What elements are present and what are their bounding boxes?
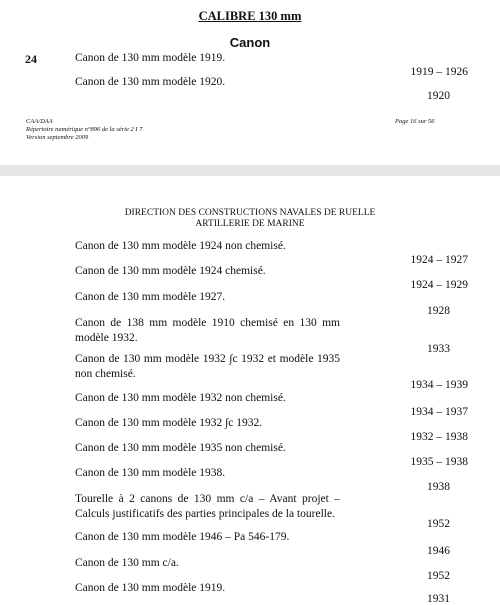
list-item-text: Canon de 130 mm modèle 1927. <box>75 291 226 303</box>
footer-reference: Répertoire numérique n°896 de la série 2 I 7 <box>26 126 143 133</box>
list-item-text: Canon de 130 mm modèle 1938. <box>75 467 226 479</box>
list-item-text: Canon de 130 mm modèle 1935 non chemisé. <box>75 442 286 454</box>
list-item-text: Canon de 130 mm modèle 1946 – Pa 546-179. <box>75 531 290 543</box>
section-title: CALIBRE 130 mm <box>198 9 302 23</box>
page-separator <box>0 165 500 176</box>
list-item-text: Canon de 130 mm modèle 1920. <box>75 76 226 88</box>
list-item-date: 1924 – 1929 <box>410 279 468 291</box>
footer-org: CAA/DAA <box>26 118 53 125</box>
list-item-text: Canon de 130 mm modèle 1932 non chemisé. <box>75 392 286 404</box>
list-item-text: Canon de 130 mm modèle 1919. <box>75 52 226 64</box>
list-item-text: Canon de 130 mm modèle 1924 non chemisé. <box>75 240 286 252</box>
list-item-text: Canon de 130 mm modèle 1932 ∫c 1932. <box>75 417 263 429</box>
list-item-date: 1934 – 1939 <box>410 379 468 391</box>
list-item-text: Canon de 130 mm modèle 1924 chemisé. <box>75 265 266 277</box>
footer-version: Version septembre 2009 <box>26 134 89 141</box>
list-item-date: 1935 – 1938 <box>410 456 468 468</box>
list-item-date: 1928 <box>427 305 450 317</box>
list-item-date: 1934 – 1937 <box>410 406 468 418</box>
list-item-date: 1938 <box>427 481 450 493</box>
list-item-date: 1946 <box>427 545 450 557</box>
list-item-text: Canon de 130 mm modèle 1919. <box>75 582 226 594</box>
list-item-date: 1920 <box>427 90 450 102</box>
page-header-line-2: ARTILLERIE DE MARINE <box>195 219 305 229</box>
list-item-date: 1933 <box>427 343 450 355</box>
page-number: Page 16 sur 56 <box>395 118 435 125</box>
list-item-date: 1919 – 1926 <box>410 66 468 78</box>
list-item-text: Canon de 138 mm modèle 1910 chemisé en 130 mm modèle 1932. <box>75 317 340 344</box>
list-item-text: Tourelle à 2 canons de 130 mm c/a – Avant projet – Calculs justificatifs des parties principales de la tourelle. <box>75 493 340 520</box>
list-item-text: Canon de 130 mm c/a. <box>75 557 179 569</box>
list-item-text: Canon de 130 mm modèle 1932 ∫c 1932 et modèle 1935 non chemisé. <box>75 353 340 380</box>
item-number: 24 <box>25 52 37 66</box>
list-item-date: 1952 <box>427 570 450 582</box>
list-item-date: 1931 <box>427 593 450 605</box>
list-item-date: 1932 – 1938 <box>410 431 468 443</box>
section-subtitle: Canon <box>229 35 271 50</box>
list-item-date: 1952 <box>427 518 450 530</box>
list-item-date: 1924 – 1927 <box>410 254 468 266</box>
page-header-line-1: DIRECTION DES CONSTRUCTIONS NAVALES DE RUELLE <box>124 208 376 218</box>
